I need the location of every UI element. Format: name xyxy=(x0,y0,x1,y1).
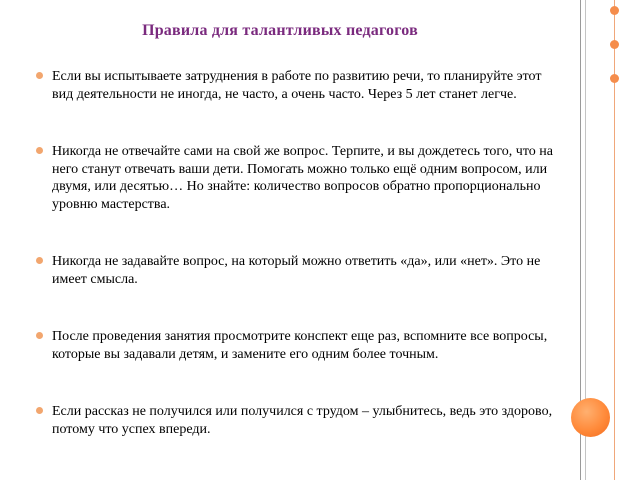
list-item xyxy=(36,143,561,213)
decor-orange-circle xyxy=(571,398,610,437)
bullet-icon xyxy=(36,72,43,79)
list-item xyxy=(36,403,561,438)
rules-list xyxy=(36,68,561,438)
bullet-icon xyxy=(36,147,43,154)
bullet-icon xyxy=(36,407,43,414)
list-item-text: Никогда не отвечайте сами на свой же вопрос. Терпите, и вы дождетесь того, что на него станут отвечать ваши дети. Помогать можно только ещё одним вопросом, или двумя, или десятью… Но знайте: количество вопросов обратно пропорционально уровню мастерства. xyxy=(52,144,553,212)
decor-dot xyxy=(610,74,619,83)
decor-dot xyxy=(610,40,619,49)
decor-dot xyxy=(610,6,619,15)
list-item xyxy=(36,253,561,288)
side-decor-line xyxy=(614,0,615,480)
list-item-text: После проведения занятия просмотрите конспект еще раз, вспомните все вопросы, которые вы задавали детям, и замените его одним более точным. xyxy=(52,329,548,362)
list-item-text: Если вы испытываете затруднения в работе по развитию речи, то планируйте этот вид деятельности не иногда, не часто, а очень часто. Через 5 лет станет легче. xyxy=(52,69,542,102)
list-item xyxy=(36,68,561,103)
slide-title: Правила для талантливых педагогов xyxy=(142,22,418,39)
bullet-icon xyxy=(36,332,43,339)
list-item-text: Никогда не задавайте вопрос, на который можно ответить «да», или «нет». Это не имеет смысла. xyxy=(52,254,541,287)
list-item xyxy=(36,328,561,363)
bullet-icon xyxy=(36,257,43,264)
list-item-text: Если рассказ не получился или получился с трудом – улыбнитесь, ведь это здорово, потому что успех впереди. xyxy=(52,404,553,437)
